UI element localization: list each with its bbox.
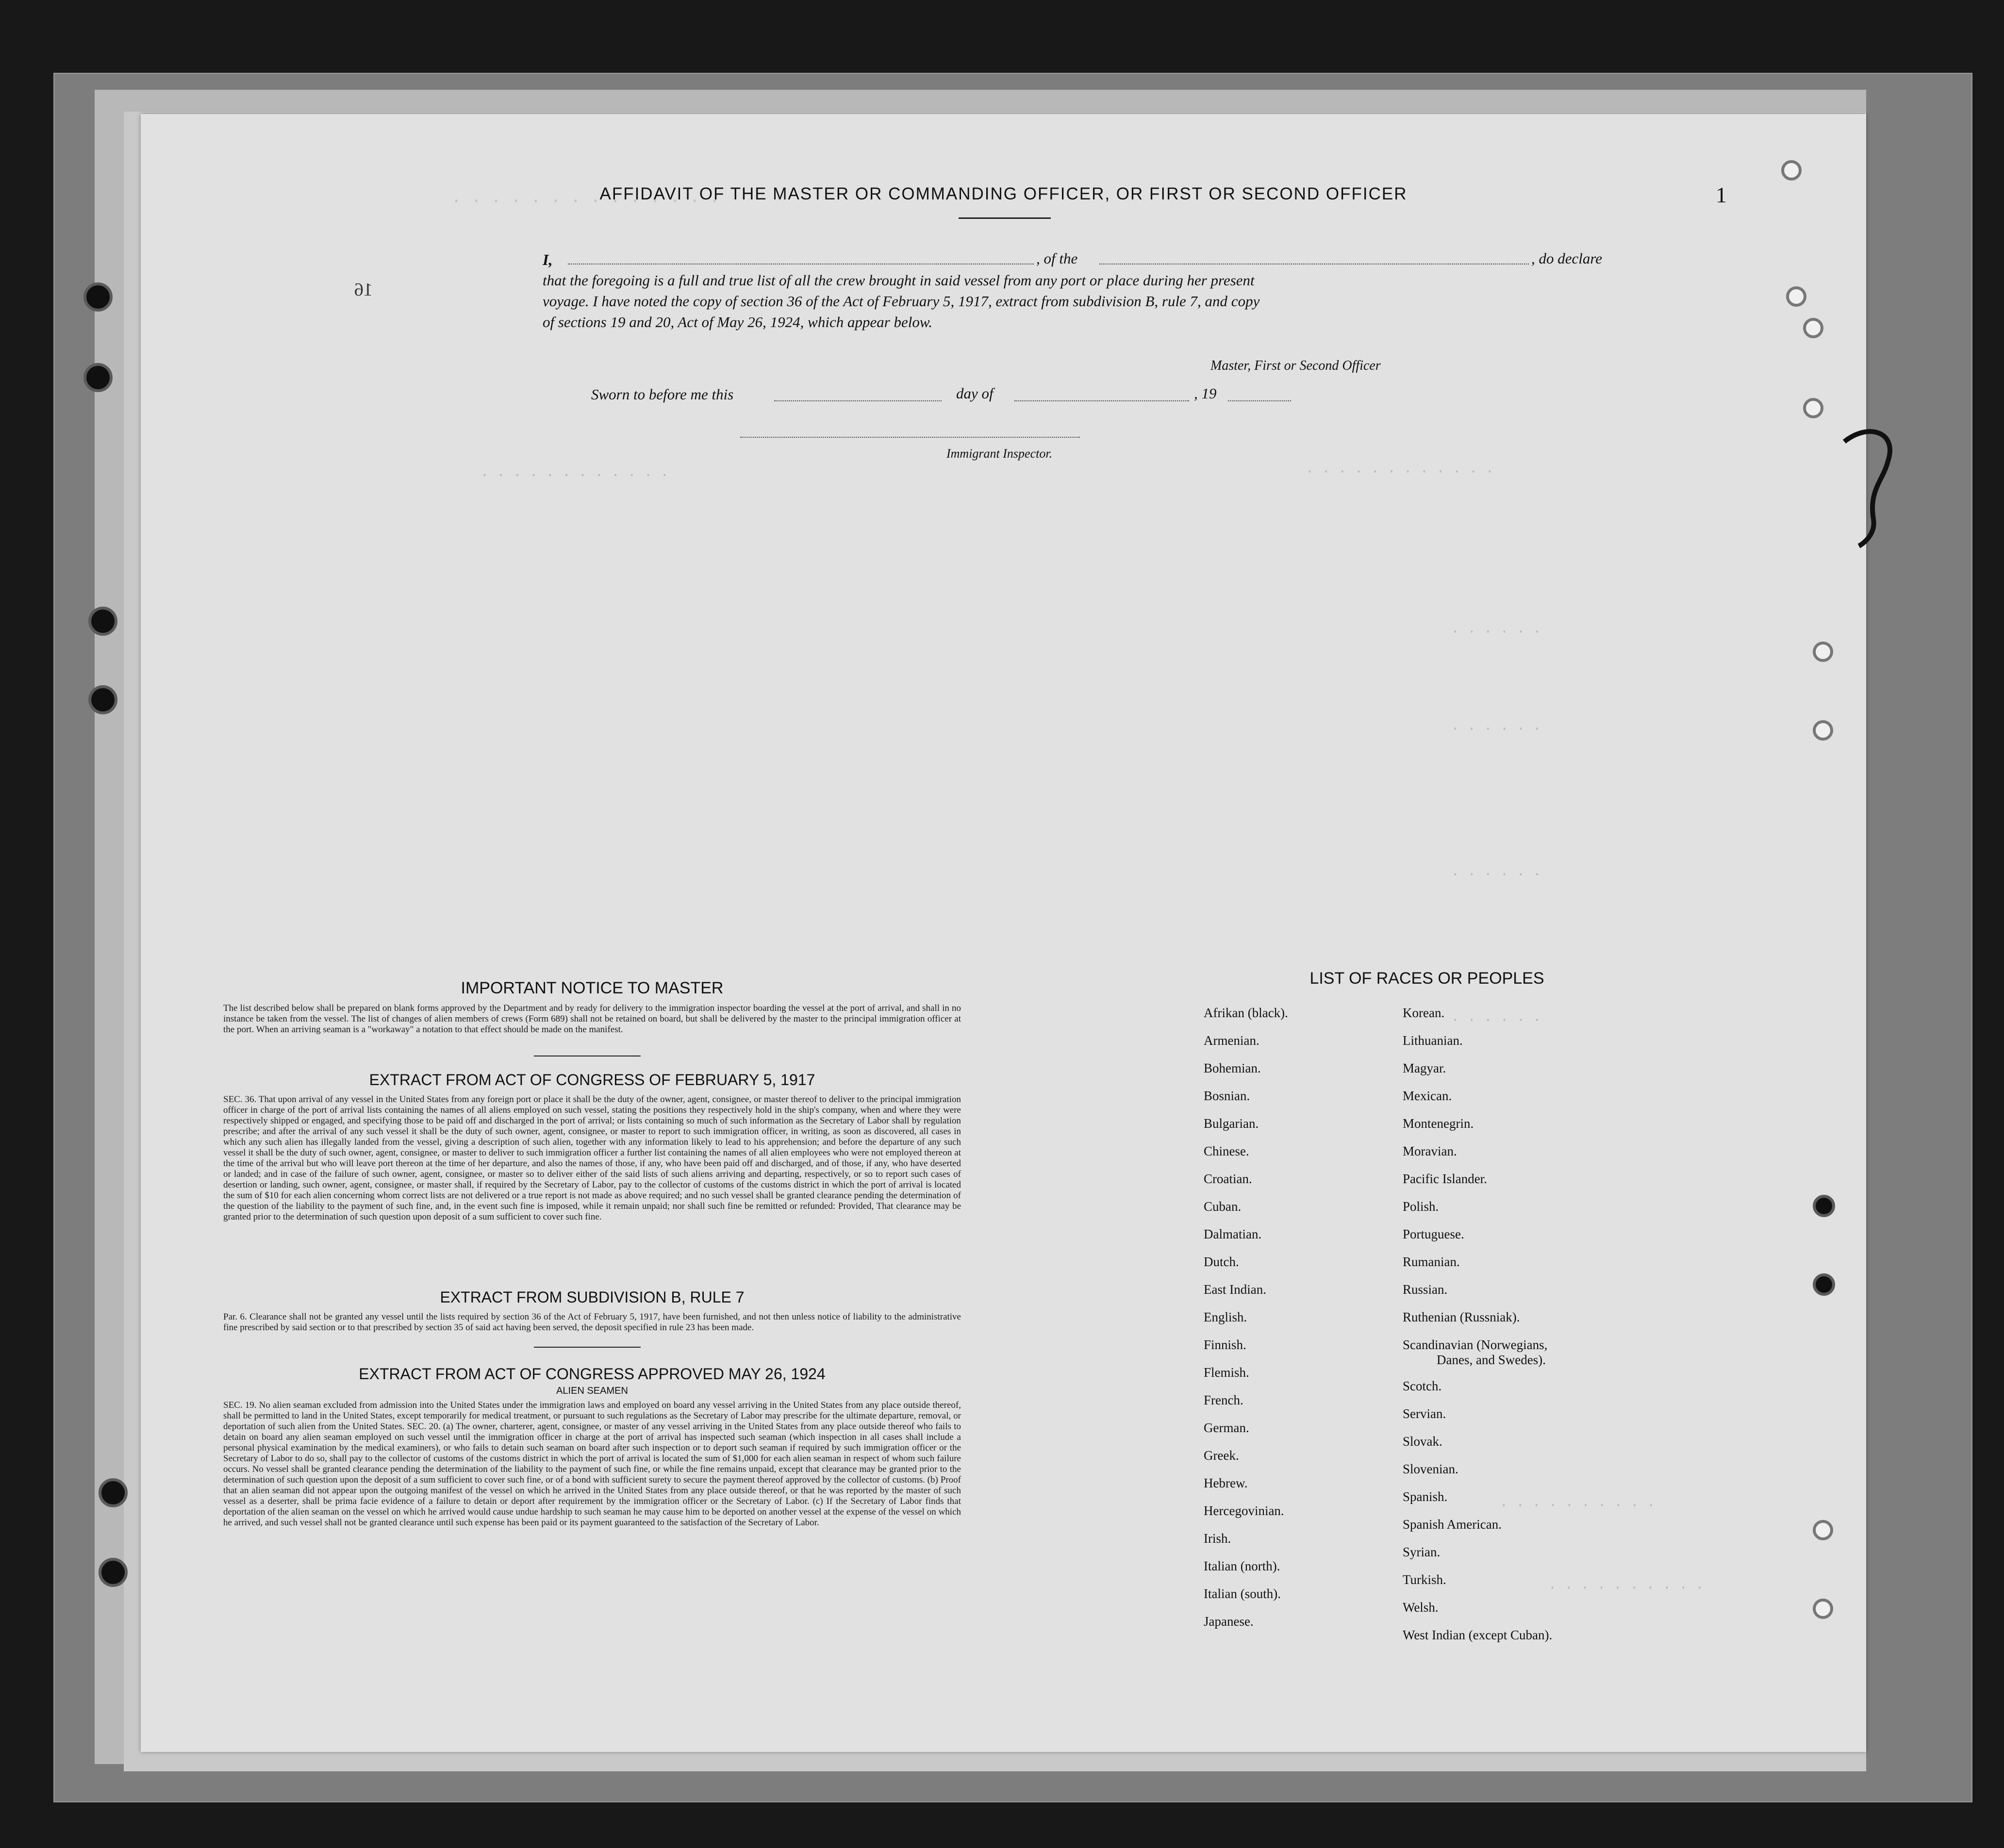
race-item: Servian. [1403, 1406, 1446, 1421]
punch-hole [1813, 1195, 1835, 1217]
race-item: Slovenian. [1403, 1462, 1458, 1476]
race-item: Rumanian. [1403, 1254, 1460, 1269]
race-item: Polish. [1403, 1199, 1439, 1214]
race-item: Syrian. [1403, 1545, 1441, 1559]
punch-hole [1803, 318, 1823, 338]
race-item: Moravian. [1403, 1144, 1457, 1158]
race-item: Bosnian. [1204, 1089, 1250, 1103]
day-blank [774, 400, 942, 401]
bleed-through-text: . . . . . . . . . . . . [480, 463, 669, 479]
race-item: French. [1204, 1393, 1243, 1407]
race-item: Magyar. [1403, 1061, 1446, 1075]
punch-hole [83, 282, 113, 312]
race-item: Spanish American. [1403, 1517, 1502, 1532]
extract-1917-title: EXTRACT FROM ACT OF CONGRESS OF FEBRUARY 5, 1917 [369, 1071, 815, 1089]
race-item: Mexican. [1403, 1089, 1452, 1103]
race-item: Greek. [1204, 1448, 1239, 1463]
race-item: Slovak. [1403, 1434, 1442, 1449]
punch-hole [1813, 720, 1833, 741]
punch-hole [88, 685, 117, 714]
race-item: West Indian (except Cuban). [1403, 1628, 1553, 1642]
race-item: Ruthenian (Russniak). [1403, 1310, 1520, 1324]
bleed-through-text: · · · · · · [1451, 624, 1541, 640]
punch-hole [1786, 286, 1806, 307]
title-underline [959, 217, 1051, 219]
race-item: German. [1204, 1420, 1249, 1435]
rule-b7-body: Par. 6. Clearance shall not be granted any vessel until the lists required by section 36 of the Act of February 5, 1917, have been furnished, and not then unless notice of liability to the administrative fine prescribed by said section or to that prescribed by section 35 of said act having been served, the deposit specified in rule 23 has been made. [223, 1312, 961, 1333]
bleed-through-text: · · · · · · · · · · [1500, 1497, 1656, 1513]
race-item: Chinese. [1204, 1144, 1249, 1158]
punch-hole [1813, 642, 1833, 662]
punch-hole [88, 607, 117, 636]
race-item: Afrikan (black). [1204, 1006, 1288, 1020]
notice-title: IMPORTANT NOTICE TO MASTER [461, 979, 724, 997]
race-item: East Indian. [1204, 1282, 1266, 1297]
sworn-label: Sworn to before me this [591, 386, 734, 403]
affidavit-title: AFFIDAVIT OF THE MASTER OR COMMANDING OFFICER, OR FIRST OR SECOND OFFICER [599, 184, 1408, 203]
affidavit-do-declare: , do declare [1531, 250, 1603, 267]
extract-1924-body: SEC. 19. No alien seaman excluded from admission into the United States under the immigration laws and employed on board any vessel arriving in the United States from any place outside thereof, shall be permitted to land in the United States, except temporarily for medical treatment, or pursuant to such regulations as the Secretary of Labor may prescribe for the ultimate departure, removal, or deportation of such alien from the United States. SEC. 20. (a) The owner, charterer, agent, consignee, or master of any vessel arriving in the United States from any place outside thereof who fails to detain on board any alien seaman employed on such vessel until the immigration officer in charge at the port of arrival has inspected such seaman (which inspection in all cases shall include a personal physical examination by the medical examiners), or who fails to detain such seaman on board after such inspection or to deport such seaman if required by such immigration officer or the Secretary of Labor to do so, shall pay to the collector of customs of the customs district in which the port of arrival is located the sum of $1,000 for each alien seaman in respect of whom such failure occurs. No vessel shall be granted clearance pending the determination of the liability to the payment of such fine, or while the fine remains unpaid, except that clearance may be granted prior to the determination of such question upon the deposit of a sum sufficient to cover such fine, or of a bond with sufficient surety to secure the payment thereof approved by the collector of customs. (b) Proof that an alien seaman did not appear upon the outgoing manifest of the vessel on which he arrived in the United States from any place outside thereof, or that he was reported by the master of such vessel as a deserter, shall be prima facie evidence of a failure to detain or deport after requirement by the immigration officer or the Secretary of Labor. (c) If the Secretary of Labor finds that deportation of the alien seaman on the vessel on which he arrived would cause undue hardship to such seaman he may cause him to be deported on another vessel at the expense of the vessel on which he arrived, and such vessel shall not be granted clearance until such expense has been paid or its payment guaranteed to the satisfaction of the Secretary of Labor. [223, 1400, 961, 1528]
bleed-through-text: · · · · · · [1451, 1012, 1541, 1028]
day-of-label: day of [956, 385, 994, 402]
extract-1917-body: SEC. 36. That upon arrival of any vessel in the United States from any foreign port or place it shall be the duty of the owner, agent, consignee, or master thereof to deliver to the principal immigration officer in charge of the port of arrival lists containing the names of all aliens employed on such vessel, stating the positions they respectively hold in the ship's company, when and where they were respectively shipped or engaged, and specifying those to be paid off and discharged in the port of arrival; or lists containing so much of such information as the Secretary of Labor shall by regulation prescribe; and after the arrival of any such vessel it shall be the duty of such owner, agent, consignee, or master to report to such immigration officer, in writing, as soon as discovered, all cases in which any such alien has illegally landed from the vessel, giving a description of such alien, together with any information likely to lead to his apprehension; and before the departure of any such vessel it shall be the duty of such owner, agent, consignee, or master to deliver to such immigration officer a further list containing the names of all alien employees who were not employed thereon at the time of the arrival but who will leave port thereon at the time of her departure, and also the names of those, if any, who have been paid off and discharged, and of those, if any, who have deserted or landed; and in case of the failure of such owner, agent, consignee, or master so to deliver either of the said lists of such aliens arriving and departing, respectively, or so to report such cases of desertion or landing, such owner, agent, consignee, or master shall, if required by the Secretary of Labor, pay to the collector of customs of the customs district in which the port of arrival is located the sum of $10 for each alien concerning whom correct lists are not delivered or a true report is not made as above required; and no such vessel shall be granted clearance pending the determination of the question of the liability to the payment of such fine, and, in the event such fine is imposed, while it remain unpaid; nor shall such fine be remitted or refunded: Provided, That clearance may be granted prior to the determination of such question upon deposit of a sum sufficient to cover such fine. [223, 1094, 961, 1222]
binding-string [1839, 422, 1907, 548]
bleed-through-text: · · · · · · [1451, 866, 1541, 882]
punch-hole [1813, 1599, 1833, 1619]
month-blank [1014, 400, 1189, 401]
race-item-continued: Danes, and Swedes). [1437, 1353, 1546, 1367]
race-item: Japanese. [1204, 1614, 1254, 1629]
punch-hole [1781, 160, 1802, 181]
race-item: Bohemian. [1204, 1061, 1261, 1075]
extract-1924-subtitle: ALIEN SEAMEN [556, 1386, 628, 1396]
page-mark: 1 [1716, 182, 1727, 207]
race-item: Hebrew. [1204, 1476, 1248, 1490]
year-blank [1228, 400, 1291, 401]
race-item: Turkish. [1403, 1572, 1446, 1587]
race-item: Cuban. [1204, 1199, 1242, 1214]
notice-body: The list described below shall be prepared on blank forms approved by the Department and by ready for delivery to the immigration inspector boarding the vessel at the port of arrival, and shall in no instance be taken from the vessel. The list of changes of alien members of crews (Form 689) shall not be retained on board, but shall be delivered by the master to the principal immigration officer at the port. When an arriving seaman is a "workaway" a notation to that effect should be made on the manifest. [223, 1003, 961, 1035]
year-label: , 19 [1194, 385, 1217, 402]
punch-hole [1813, 1520, 1833, 1540]
affidavit-line-2: that the foregoing is a full and true list of all the crew brought in said vessel from any port or place during her present [543, 272, 1255, 289]
stamp-number: 16 [354, 280, 373, 300]
bleed-through-text: · · · · · · [1451, 721, 1541, 737]
race-item: Spanish. [1403, 1489, 1448, 1504]
race-item: Lithuanian. [1403, 1033, 1463, 1048]
race-item: Finnish. [1204, 1337, 1246, 1352]
separator [534, 1347, 641, 1348]
form-page [141, 114, 1866, 1752]
race-item: Flemish. [1204, 1365, 1249, 1380]
extract-1924-title: EXTRACT FROM ACT OF CONGRESS APPROVED MAY 26, 1924 [359, 1365, 826, 1383]
punch-hole [99, 1478, 128, 1507]
race-item: Russian. [1403, 1282, 1448, 1297]
race-item: English. [1204, 1310, 1247, 1324]
punch-hole [83, 363, 113, 392]
affidavit-line-3: voyage. I have noted the copy of section 36 of the Act of February 5, 1917, extract from subdivision B, rule 7, and copy [543, 293, 1260, 310]
race-item: Montenegrin. [1403, 1116, 1474, 1131]
race-item: Korean. [1403, 1006, 1445, 1020]
race-item: Dutch. [1204, 1254, 1239, 1269]
race-item: Irish. [1204, 1531, 1231, 1546]
punch-hole [1803, 398, 1823, 418]
race-item: Welsh. [1403, 1600, 1439, 1615]
bleed-through-text: · · · · · · · · · · [1548, 1580, 1704, 1596]
races-title: LIST OF RACES OR PEOPLES [1309, 969, 1544, 988]
race-item: Portuguese. [1403, 1227, 1464, 1241]
rule-b7-title: EXTRACT FROM SUBDIVISION B, RULE 7 [440, 1288, 745, 1306]
inspector-label: Immigrant Inspector. [946, 446, 1053, 461]
race-item: Armenian. [1204, 1033, 1259, 1048]
affidavit-i-label: I, [543, 251, 553, 268]
race-item: Scotch. [1403, 1379, 1442, 1393]
bleed-through-text: · · · · · · · · · · · · [1306, 463, 1494, 479]
punch-hole [99, 1558, 128, 1587]
race-item: Bulgarian. [1204, 1116, 1259, 1131]
master-signature-label: Master, First or Second Officer [1210, 358, 1381, 373]
punch-hole [1813, 1273, 1835, 1296]
race-item: Hercegovinian. [1204, 1503, 1284, 1518]
affidavit-of-the: , of the [1036, 250, 1078, 267]
race-item: Italian (north). [1204, 1559, 1280, 1573]
race-item: Pacific Islander. [1403, 1172, 1487, 1186]
bleed-through-text: · · · · · · · · · · · · · · [451, 192, 720, 211]
race-item: Scandinavian (Norwegians, [1403, 1337, 1548, 1352]
race-item: Dalmatian. [1204, 1227, 1262, 1241]
race-item: Croatian. [1204, 1172, 1252, 1186]
inspector-signature-blank [740, 437, 1080, 438]
race-item: Italian (south). [1204, 1586, 1281, 1601]
affidavit-line-4: of sections 19 and 20, Act of May 26, 1924, which appear below. [543, 314, 933, 330]
